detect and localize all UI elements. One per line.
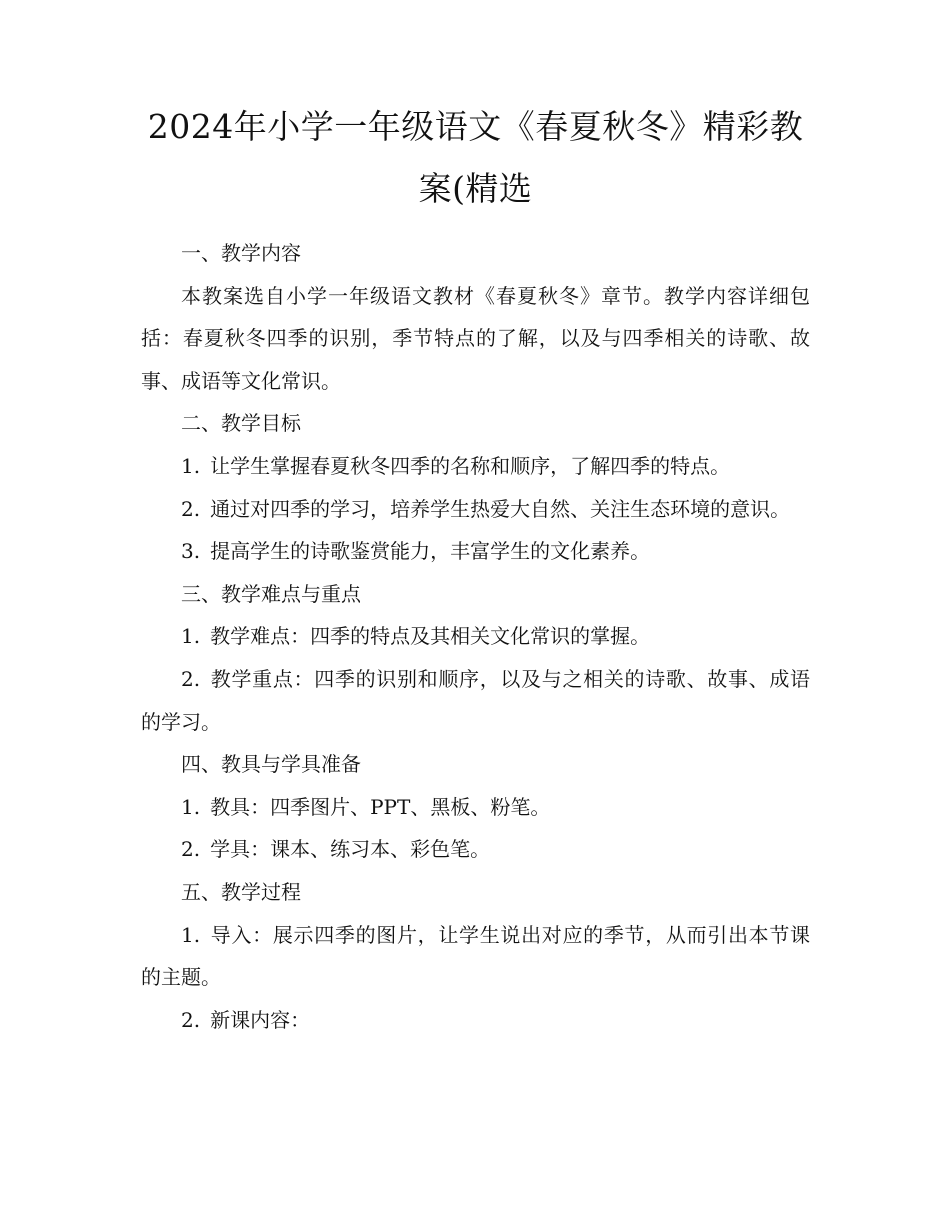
paragraph-text: 四、教具与学具准备 [181,752,361,777]
paragraph-number: 2. [181,1007,201,1032]
title-line-1: 2024年小学一年级语文《春夏秋冬》精彩教 [147,107,804,146]
paragraph-text: 提高学生的诗歌鉴赏能力，丰富学生的文化素养。 [210,539,651,564]
paragraph [141,828,810,871]
paragraph [141,402,810,445]
paragraph-text: 一、教学内容 [181,241,301,265]
paragraph-text: 五、教学过程 [181,879,301,904]
paragraph-text: 教具：四季图片、PPT、黑板、粉笔。 [210,794,551,819]
paragraph-text: 教学重点：四季的识别和顺序，以及与之相关的诗歌、故事、成语的学习。 [141,666,810,734]
title-line-2: 案(精选 [418,169,533,208]
paragraph-number: 2. [181,837,201,862]
document-body [141,232,810,1041]
paragraph-number: 1. [181,453,201,478]
paragraph [141,743,810,786]
paragraph [141,914,810,999]
paragraph [141,275,810,403]
paragraph [141,488,810,531]
paragraph-number: 1. [181,922,201,947]
paragraph-text: 新课内容： [210,1007,311,1032]
document-title [141,0,810,220]
paragraph-text: 三、教学难点与重点 [181,581,361,606]
paragraph [141,786,810,829]
paragraph-number: 1. [181,624,201,649]
paragraph-text: 教学难点：四季的特点及其相关文化常识的掌握。 [210,624,651,649]
paragraph [141,615,810,658]
paragraph-text: 本教案选自小学一年级语文教材《春夏秋冬》章节。教学内容详细包括：春夏秋冬四季的识别，季节特点的了解，以及与四季相关的诗歌、故事、成语等文化常识。 [141,283,810,393]
paragraph [141,573,810,616]
paragraph [141,871,810,914]
paragraph [141,530,810,573]
paragraph-number: 2. [181,496,201,521]
paragraph [141,445,810,488]
paragraph-text: 二、教学目标 [181,411,301,436]
paragraph-text: 导入：展示四季的图片，让学生说出对应的季节，从而引出本节课的主题。 [141,922,810,990]
paragraph [141,658,810,743]
paragraph [141,232,810,275]
paragraph-text: 让学生掌握春夏秋冬四季的名称和顺序，了解四季的特点。 [210,453,731,478]
paragraph-number: 3. [181,539,201,564]
paragraph-text: 学具：课本、练习本、彩色笔。 [210,837,491,862]
paragraph-text: 通过对四季的学习，培养学生热爱大自然、关注生态环境的意识。 [210,496,791,521]
paragraph [141,999,810,1042]
paragraph-number: 2. [181,666,201,691]
paragraph-number: 1. [181,794,201,819]
